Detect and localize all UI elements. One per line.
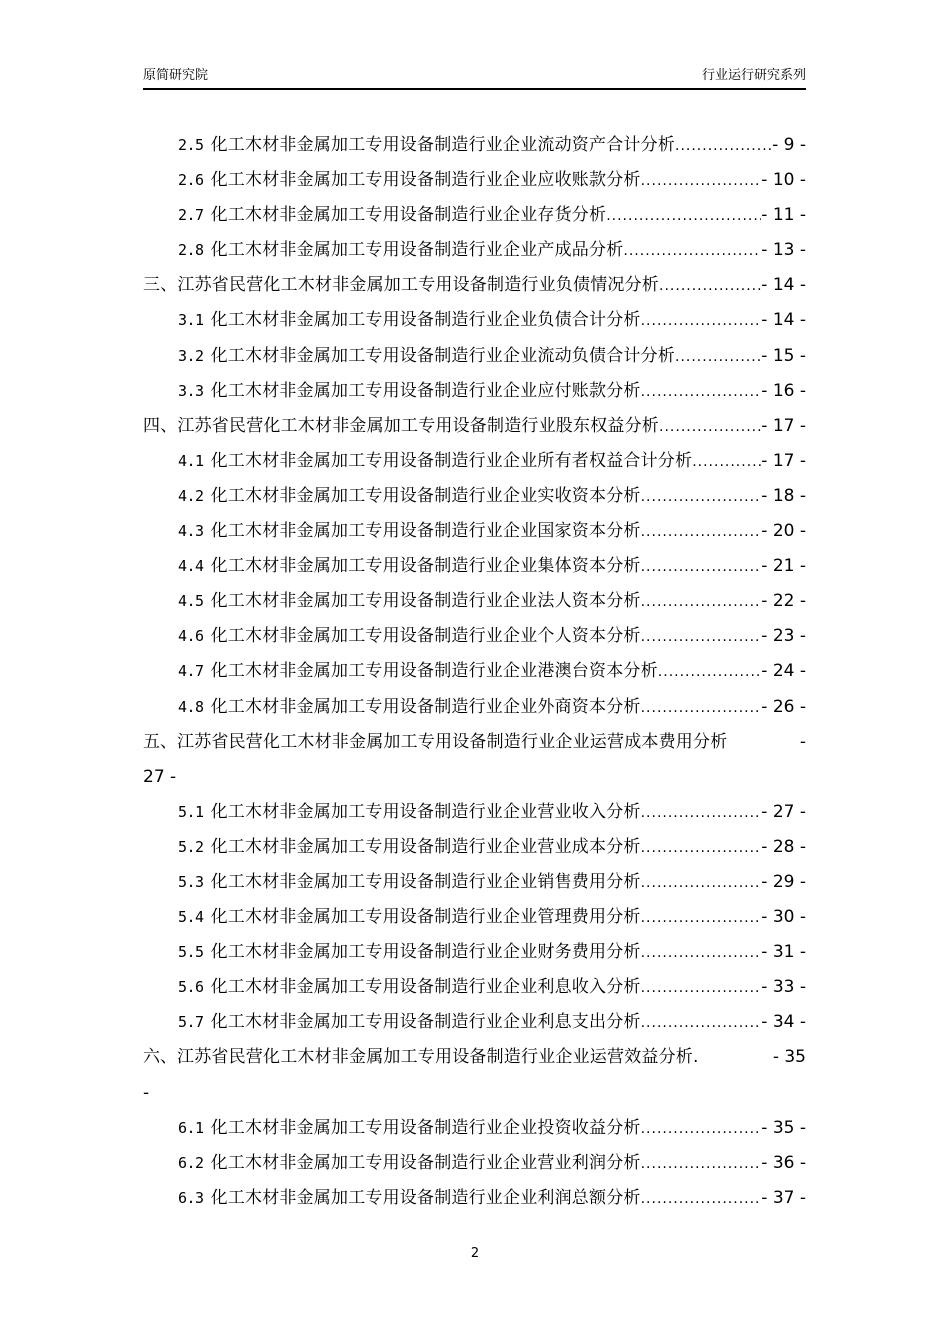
toc-entry-title: 化工木材非金属加工专用设备制造行业企业负债合计分析 — [210, 310, 641, 331]
toc-dot-leader — [641, 480, 762, 515]
toc-entry-4-7[interactable] — [143, 654, 806, 689]
toc-entry-page-part1: - — [799, 731, 806, 752]
toc-entry-page: - 10 - — [761, 170, 806, 191]
toc-entry-title: 化工木材非金属加工专用设备制造行业企业销售费用分析 — [210, 871, 641, 892]
toc-entry-number: 5.1 — [178, 802, 204, 821]
toc-entry-page: - 26 - — [761, 696, 806, 717]
toc-dot-leader — [658, 655, 761, 690]
toc-entry-number: 2.5 — [178, 136, 204, 154]
toc-entry-title: 化工木材非金属加工专用设备制造行业企业港澳台资本分析 — [210, 661, 658, 682]
toc-entry-number: 4.8 — [178, 697, 204, 716]
toc-entry-title: 化工木材非金属加工专用设备制造行业企业法人资本分析 — [210, 591, 641, 612]
toc-entry-section-4[interactable] — [143, 409, 806, 444]
toc-entry-number: 4.6 — [178, 627, 204, 646]
header-org-name: 原简研究院 — [143, 68, 209, 83]
toc-entry-4-2[interactable] — [143, 479, 806, 514]
toc-entry-title: 化工木材非金属加工专用设备制造行业企业集体资本分析 — [210, 556, 641, 577]
toc-entry-title: 化工木材非金属加工专用设备制造行业企业利润总额分析 — [210, 1187, 641, 1208]
toc-entry-3-2[interactable] — [143, 339, 806, 374]
toc-entry-number: 4.5 — [178, 592, 204, 611]
toc-dot-leader — [641, 1112, 762, 1147]
toc-entry-title: 江苏省民营化工木材非金属加工专用设备制造行业企业运营效益分析. — [177, 1047, 699, 1068]
toc-entry-title: 江苏省民营化工木材非金属加工专用设备制造行业股东权益分析 — [177, 415, 660, 436]
toc-dot-leader — [641, 1147, 762, 1182]
page-number: 2 — [470, 1246, 480, 1261]
toc-entry-5-6[interactable] — [143, 970, 806, 1005]
toc-entry-number: 3.1 — [178, 311, 204, 330]
toc-entry-4-1[interactable] — [143, 444, 806, 479]
toc-entry-page-part2: - — [143, 1082, 150, 1103]
toc-entry-number: 6.2 — [178, 1153, 204, 1172]
toc-entry-page: - 35 - — [761, 1117, 806, 1138]
toc-entry-page: - 21 - — [761, 556, 806, 577]
toc-entry-5-2[interactable] — [143, 830, 806, 865]
toc-entry-number: 5.6 — [178, 978, 204, 997]
toc-entry-page: - 13 - — [761, 240, 806, 261]
toc-entry-2-8[interactable] — [143, 233, 806, 268]
toc-dot-leader — [641, 691, 762, 726]
table-of-contents — [143, 128, 806, 1216]
toc-entry-5-7[interactable] — [143, 1005, 806, 1040]
toc-entry-page: - 16 - — [761, 380, 806, 401]
toc-dot-leader — [641, 971, 762, 1006]
toc-entry-2-7[interactable] — [143, 198, 806, 233]
toc-dot-leader — [641, 164, 762, 199]
toc-dot-leader — [623, 234, 761, 269]
toc-dot-leader — [641, 866, 762, 901]
toc-dot-leader — [641, 901, 762, 936]
toc-entry-number: 5.3 — [178, 872, 204, 891]
toc-entry-title: 江苏省民营化工木材非金属加工专用设备制造行业负债情况分析 — [177, 275, 660, 296]
toc-dot-leader — [641, 831, 762, 866]
toc-entry-number: 6.1 — [178, 1118, 204, 1137]
toc-entry-number: 2.8 — [178, 241, 204, 260]
toc-entry-title: 化工木材非金属加工专用设备制造行业企业流动负债合计分析 — [210, 345, 675, 366]
toc-entry-number: 3.3 — [178, 381, 204, 400]
toc-entry-title: 化工木材非金属加工专用设备制造行业企业营业利润分析 — [210, 1152, 641, 1173]
toc-entry-2-5[interactable] — [143, 128, 806, 163]
toc-entry-title: 化工木材非金属加工专用设备制造行业企业所有者权益合计分析 — [210, 450, 693, 471]
toc-entry-3-1[interactable] — [143, 303, 806, 338]
toc-entry-number: 4.2 — [178, 486, 204, 505]
toc-entry-number: 4.4 — [178, 557, 204, 576]
toc-entry-page: - 28 - — [761, 836, 806, 857]
toc-entry-page: - 15 - — [761, 345, 806, 366]
toc-entry-title: 江苏省民营化工木材非金属加工专用设备制造行业企业运营成本费用分析 — [177, 731, 728, 752]
toc-entry-title: 化工木材非金属加工专用设备制造行业企业营业成本分析 — [210, 836, 641, 857]
toc-entry-page-part1: - 35 — [772, 1047, 806, 1068]
toc-entry-number: 4.3 — [178, 522, 204, 541]
toc-entry-number: 5.5 — [178, 943, 204, 962]
toc-entry-number: 2.6 — [178, 171, 204, 190]
toc-entry-number: 4.1 — [178, 451, 204, 470]
toc-entry-5-3[interactable] — [143, 865, 806, 900]
toc-entry-section-3[interactable] — [143, 268, 806, 303]
toc-dot-leader — [641, 796, 762, 831]
toc-entry-number: 五、 — [143, 731, 177, 752]
toc-entry-4-5[interactable] — [143, 584, 806, 619]
toc-entry-page: - 23 - — [761, 626, 806, 647]
toc-entry-section-5[interactable] — [143, 725, 806, 795]
toc-entry-4-4[interactable] — [143, 549, 806, 584]
toc-entry-title: 化工木材非金属加工专用设备制造行业企业存货分析 — [210, 205, 607, 226]
toc-entry-2-6[interactable] — [143, 163, 806, 198]
header-series-name: 行业运行研究系列 — [701, 68, 806, 83]
toc-entry-page: - 17 - — [761, 450, 806, 471]
toc-dot-leader — [606, 199, 761, 234]
toc-entry-6-1[interactable] — [143, 1111, 806, 1146]
toc-entry-page: - 9 - — [772, 135, 806, 155]
toc-entry-5-5[interactable] — [143, 935, 806, 970]
toc-entry-3-3[interactable] — [143, 374, 806, 409]
toc-entry-number: 2.7 — [178, 206, 204, 225]
toc-entry-4-3[interactable] — [143, 514, 806, 549]
toc-entry-5-4[interactable] — [143, 900, 806, 935]
toc-dot-leader — [641, 304, 762, 339]
toc-entry-page: - 22 - — [761, 591, 806, 612]
toc-dot-leader — [675, 340, 761, 375]
toc-entry-page: - 33 - — [761, 977, 806, 998]
toc-entry-title: 化工木材非金属加工专用设备制造行业企业应付账款分析 — [210, 380, 641, 401]
toc-entry-title: 化工木材非金属加工专用设备制造行业企业财务费用分析 — [210, 942, 641, 963]
toc-dot-leader — [692, 445, 761, 480]
toc-entry-page: - 29 - — [761, 871, 806, 892]
toc-entry-page: - 37 - — [761, 1187, 806, 1208]
toc-dot-leader — [641, 550, 762, 585]
toc-entry-6-2[interactable] — [143, 1146, 806, 1181]
toc-entry-title: 化工木材非金属加工专用设备制造行业企业应收账款分析 — [210, 170, 641, 191]
toc-entry-6-3[interactable] — [143, 1181, 806, 1216]
toc-entry-title: 化工木材非金属加工专用设备制造行业企业利息收入分析 — [210, 977, 641, 998]
toc-dot-leader — [641, 620, 762, 655]
toc-entry-number: 六、 — [143, 1047, 177, 1068]
toc-dot-leader — [641, 375, 762, 410]
toc-entry-title: 化工木材非金属加工专用设备制造行业企业营业收入分析 — [210, 801, 641, 822]
toc-entry-page: - 11 - — [761, 205, 806, 226]
toc-entry-title: 化工木材非金属加工专用设备制造行业企业利息支出分析 — [210, 1012, 641, 1033]
toc-entry-number: 4.7 — [178, 662, 204, 681]
toc-entry-title: 化工木材非金属加工专用设备制造行业企业投资收益分析 — [210, 1117, 641, 1138]
toc-entry-number: 5.4 — [178, 908, 204, 927]
toc-entry-page: - 36 - — [761, 1152, 806, 1173]
toc-entry-number: 5.2 — [178, 837, 204, 856]
toc-entry-page: - 20 - — [761, 521, 806, 542]
toc-entry-title: 化工木材非金属加工专用设备制造行业企业管理费用分析 — [210, 907, 641, 928]
toc-entry-4-6[interactable] — [143, 619, 806, 654]
page-header — [143, 66, 806, 90]
toc-entry-page: - 18 - — [761, 485, 806, 506]
toc-entry-number: 6.3 — [178, 1188, 204, 1207]
toc-entry-page: - 14 - — [761, 310, 806, 331]
toc-dot-leader — [641, 1182, 762, 1217]
toc-dot-leader — [641, 585, 762, 620]
toc-entry-title: 化工木材非金属加工专用设备制造行业企业外商资本分析 — [210, 696, 641, 717]
toc-dot-leader — [675, 129, 772, 164]
toc-entry-number: 四、 — [143, 415, 178, 436]
toc-entry-page: - 34 - — [761, 1012, 806, 1033]
toc-dot-leader — [659, 410, 761, 445]
toc-entry-section-6[interactable] — [143, 1040, 806, 1110]
toc-dot-leader — [659, 269, 761, 304]
toc-entry-page: - 31 - — [761, 942, 806, 963]
toc-entry-page: - 24 - — [761, 661, 806, 682]
toc-entry-title: 化工木材非金属加工专用设备制造行业企业实收资本分析 — [210, 485, 641, 506]
toc-entry-page: - 30 - — [761, 907, 806, 928]
toc-entry-title: 化工木材非金属加工专用设备制造行业企业个人资本分析 — [210, 626, 641, 647]
toc-entry-title: 化工木材非金属加工专用设备制造行业企业产成品分析 — [210, 240, 624, 261]
toc-dot-leader — [641, 515, 762, 550]
toc-entry-page-part2: 27 - — [143, 766, 177, 787]
toc-entry-number: 5.7 — [178, 1013, 204, 1032]
toc-entry-number: 三、 — [143, 275, 178, 296]
toc-entry-page: - 14 - — [761, 275, 806, 296]
toc-entry-page: - 27 - — [761, 801, 806, 822]
toc-entry-page: - 17 - — [761, 415, 806, 436]
toc-dot-leader — [641, 936, 762, 971]
toc-entry-title: 化工木材非金属加工专用设备制造行业企业流动资产合计分析 — [210, 135, 675, 155]
toc-entry-number: 3.2 — [178, 346, 204, 365]
toc-entry-title: 化工木材非金属加工专用设备制造行业企业国家资本分析 — [210, 521, 641, 542]
toc-dot-leader — [641, 1006, 762, 1041]
toc-entry-4-8[interactable] — [143, 690, 806, 725]
toc-entry-5-1[interactable] — [143, 795, 806, 830]
